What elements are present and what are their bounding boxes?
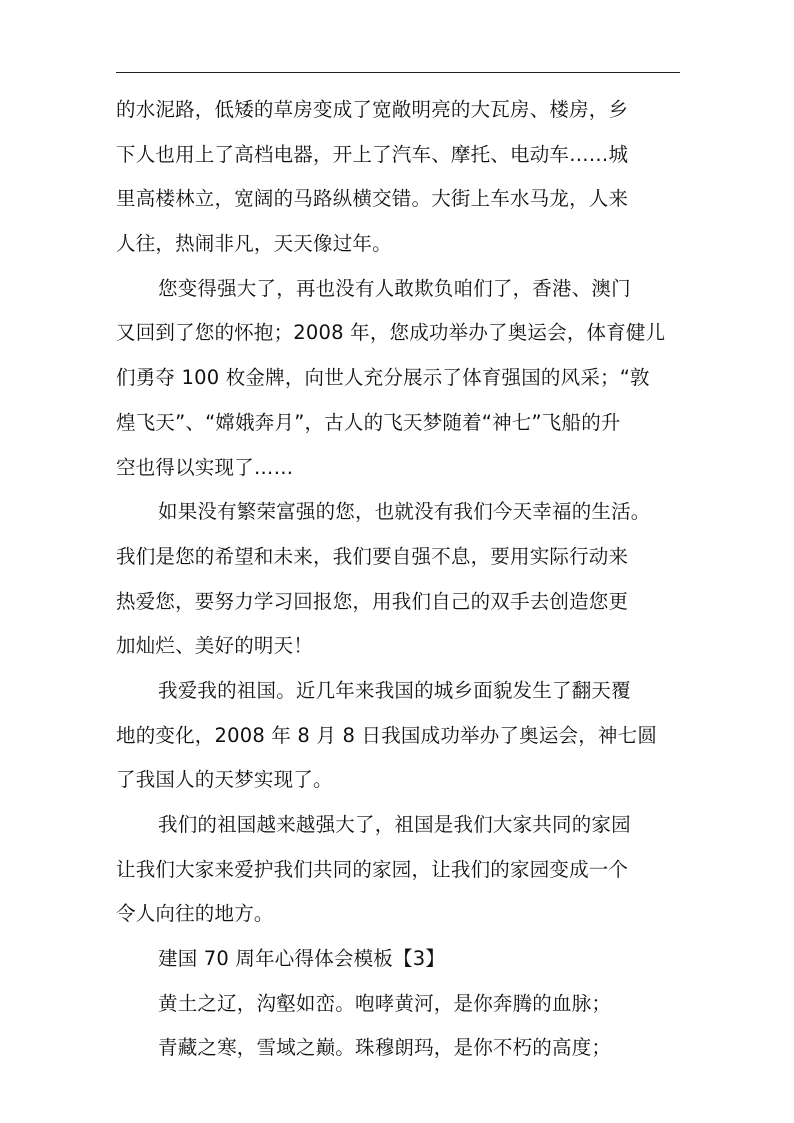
text-line: 我们是您的希望和未来，我们要自强不息，要用实际行动来 <box>116 544 629 568</box>
text-line: 又回到了您的怀抱；2008 年，您成功举办了奥运会，体育健儿 <box>116 321 666 345</box>
text-line: 地的变化，2008 年 8 月 8 日我国成功举办了奥运会，神七圆 <box>116 723 658 747</box>
text-line: 空也得以实现了…… <box>116 455 294 479</box>
text-line: 里高楼林立，宽阔的马路纵横交错。大街上车水马龙，人来 <box>116 187 629 211</box>
text-line: 令人向往的地方。 <box>116 902 274 926</box>
text-line: 让我们大家来爱护我们共同的家园，让我们的家园变成一个 <box>116 857 629 881</box>
text-line: 煌飞天”、“嫦娥奔月”，古人的飞天梦随着“神七”飞船的升 <box>116 410 621 434</box>
text-line: 我们的祖国越来越强大了，祖国是我们大家共同的家园 <box>158 813 631 836</box>
text-line: 我爱我的祖国。近几年来我国的城乡面貌发生了翻天覆 <box>158 678 631 702</box>
text-line: 下人也用上了高档电器，开上了汽车、摩托、电动车……城 <box>116 142 629 166</box>
text-line: 如果没有繁荣富强的您，也就没有我们今天幸福的生活。 <box>158 500 651 524</box>
section-heading: 建国 70 周年心得体会模板【3】 <box>158 947 446 971</box>
text-line: 黄土之辽，沟壑如峦。咆哮黄河，是你奔腾的血脉； <box>158 991 612 1015</box>
body-text <box>116 88 684 1071</box>
text-line: 您变得强大了，再也没有人敢欺负咱们了，香港、澳门 <box>158 276 631 300</box>
text-line: 人往，热闹非凡，天天像过年。 <box>116 232 392 256</box>
text-line: 青藏之寒，雪域之巅。珠穆朗玛，是你不朽的高度； <box>158 1036 612 1060</box>
text-line: 了我国人的天梦实现了。 <box>116 768 333 792</box>
text-line: 加灿烂、美好的明天！ <box>116 634 314 658</box>
text-line: 们勇夺 100 枚金牌，向世人充分展示了体育强国的风采；“敦 <box>116 366 650 390</box>
text-line: 的水泥路，低矮的草房变成了宽敞明亮的大瓦房、楼房，乡 <box>116 98 629 121</box>
header-rule <box>116 72 680 73</box>
text-line: 热爱您，要努力学习回报您，用我们自己的双手去创造您更 <box>116 589 629 613</box>
